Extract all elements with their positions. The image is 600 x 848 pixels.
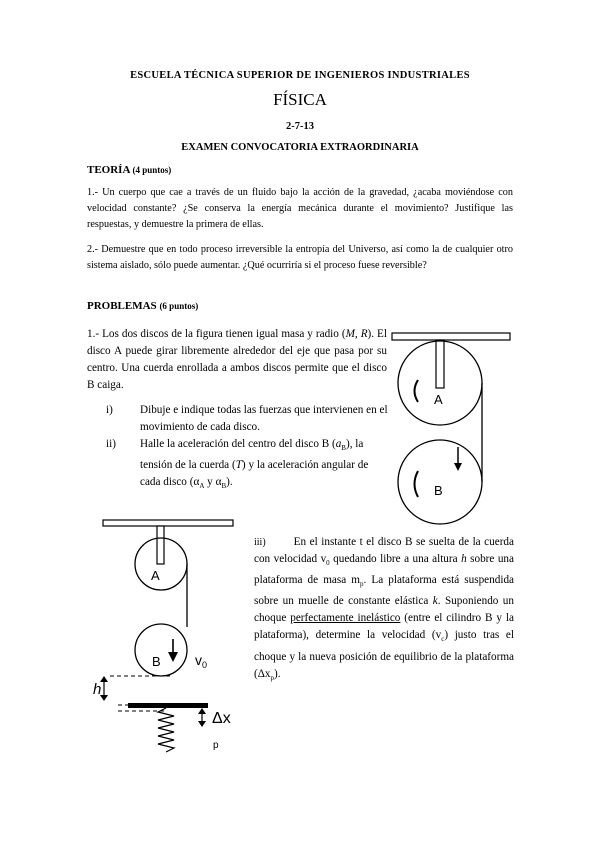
theory-points: (4 puntos) <box>132 165 172 175</box>
height-label: h <box>93 681 102 698</box>
spring <box>158 708 174 752</box>
disk-a-label-2: A <box>151 568 160 583</box>
velocity-arrow-head <box>168 652 178 662</box>
subject-title: FÍSICA <box>273 90 327 109</box>
theory-question-2: 2.- Demuestre que en todo proceso irreversible la entropía del Universo, así como la de cualquier otro sistema aislado, sólo puede aumentar. ¿Qué ocurriría si el proceso fuese reversible? <box>87 244 513 271</box>
down-arrow-head <box>454 463 462 471</box>
ceiling-bar-2 <box>103 520 233 526</box>
problems-heading <box>87 300 198 312</box>
theory-title: TEORÍA <box>87 164 130 176</box>
ceiling-bar <box>392 333 510 340</box>
dx-label: Δx <box>212 710 231 727</box>
theory-question-1: 1.- Un cuerpo que cae a través de un fluido bajo la acción de la gravedad, ¿acaba moviéndose con velocidad constante? ¿Se conserva la energía mecánica durante el movimiento? Justifique las respuestas, y demuestre la primera de ellas. <box>87 187 513 230</box>
problems-points: (6 puntos) <box>159 301 199 311</box>
figure-spring-platform <box>88 512 248 677</box>
school-name: ESCUELA TÉCNICA SUPERIOR DE INGENIEROS INDUSTRIALES <box>130 70 470 81</box>
exam-title: EXAMEN CONVOCATORIA EXTRAORDINARIA <box>181 142 419 153</box>
figure-two-disks <box>380 325 515 510</box>
disk-a-label: A <box>434 392 443 407</box>
disk-b-label-2: B <box>152 654 161 669</box>
disk-b-label: B <box>434 483 443 498</box>
exam-page: ESCUELA TÉCNICA SUPERIOR DE INGENIEROS INDUSTRIALES FÍSICA 2-7-13 EXAMEN CONVOCATORIA EXTRAORDINARIA TEORÍA (4 puntos) 1.- Un cuerpo que cae a través de un fluido bajo la acción de la gravedad, ¿acaba moviéndose con velocidad constante? ¿Se conserva la energía mecánica durante el movimiento? Justifique las respuestas, y demuestre la primera de ellas. 2.- Demuestre que en todo proceso irreversible la entropía del Universo, así como la de cualquier otro sistema aislado, sólo puede aumentar. ¿Qué ocurriría si el proceso fuese reversible? PROBLEMAS (6 puntos) 1.- Los dos discos de la figura tienen igual masa y radio (M, R). El disco A puede girar libremente alrededor del eje que pasa por su centro. Una cuerda enrollada a ambos discos permite que el disco B caiga. i) Dibuje e indique todas las fuerzas que intervienen en el movimiento de cada disco. ii) Halle la aceleración del centro del disco B $(a_B)$, la tensión de la cuerda (T) y la aceleración angular de cada disco ($\alpha_A$ y $\alpha_B$). iii) En el instante t el disco B se suelta de la cuerda con velocidad $v_0$ quedando libre a una altura h sobre una plataforma de masa $m_p$. La plataforma está suspendida sobre un muelle de constante elástica k. Suponiendo un choque perfectamente inelástico (entre el cilindro B y la plataforma), determine la velocidad $(v_c)$ justo tras el choque y la nueva posición de equilibrio de la plataforma $(\Delta x_p)$. A B A B $v_0$ h Δx p <box>0 0 600 848</box>
velocity-label: $v_0$ <box>195 652 208 670</box>
axle-support <box>436 340 444 388</box>
problem-1-part-iii: iii) En el instante t el disco B se suelta de la cuerda con velocidad $v_0$ quedando libre a una altura h sobre una plataforma de masa $m_p$. La plataforma está suspendida sobre un muelle de constante elástica k. Suponiendo un choque perfectamente inelástico (entre el cilindro B y la plataforma), determine la velocidad $(v_c)$ justo tras el choque y la nueva posición de equilibrio de la plataforma $(\Delta x_p)$. <box>254 536 515 682</box>
exam-date: 2-7-13 <box>286 121 314 132</box>
rotation-arrow-b <box>415 471 419 497</box>
theory-heading <box>87 164 171 176</box>
rotation-arrow-a <box>415 380 419 402</box>
problem-1-intro: 1.- Los dos discos de la figura tienen igual masa y radio (M, R). El disco A puede girar libremente alrededor del eje que pasa por su centro. Una cuerda enrollada a ambos discos permite que el disco B caiga. <box>87 328 387 391</box>
figure-height-spring <box>88 676 248 766</box>
platform <box>128 703 208 708</box>
disk-b-2 <box>135 624 187 676</box>
disk-b <box>398 440 482 524</box>
problems-title: PROBLEMAS <box>87 300 157 312</box>
p-label: p <box>213 740 219 751</box>
axle-support-2 <box>157 526 164 564</box>
